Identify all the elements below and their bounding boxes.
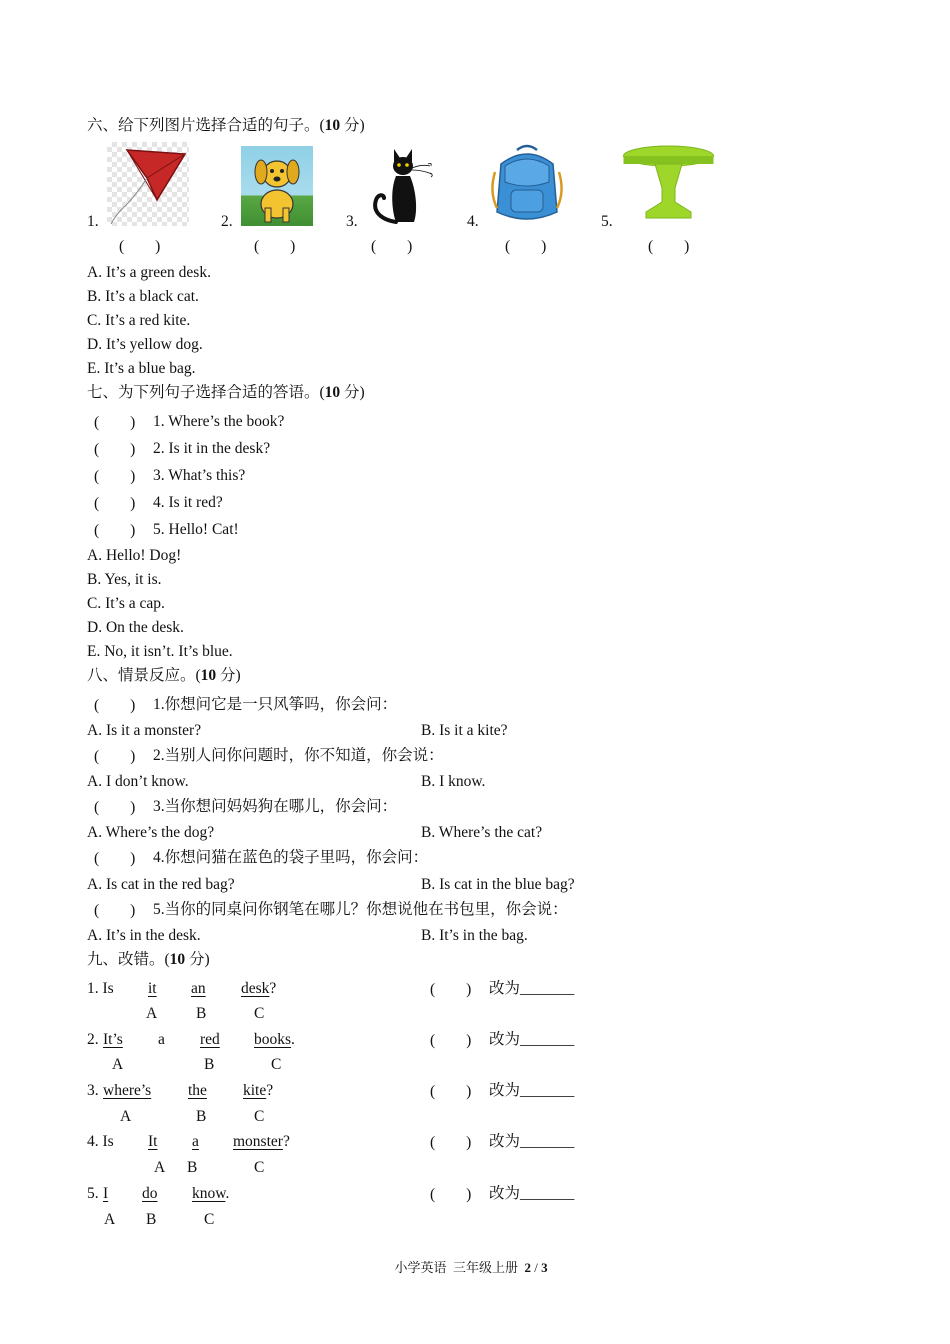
s9-item-2-prefix: 2. (87, 1031, 99, 1048)
s8-q5-option-a: A. It’s in the desk. (87, 927, 201, 944)
s8-q4-option-a: A. Is cat in the red bag? (87, 876, 235, 893)
s9-item-5-letter-c: C (204, 1211, 215, 1228)
s8-q3-option-a: A. Where’s the dog? (87, 824, 215, 841)
s9-item-1-word-b: an (191, 980, 206, 997)
table-icon (621, 142, 716, 226)
answer-blank-q8-4[interactable]: ( ) (94, 850, 136, 867)
picture-number-3: 3. (346, 213, 358, 230)
s6-option-b: B. It’s a black cat. (87, 288, 199, 305)
answer-blank-q9-2[interactable]: ( ) (430, 1032, 472, 1049)
s9-item-4-prefix: 4. Is (87, 1133, 114, 1150)
picture-number-4: 4. (467, 213, 479, 230)
s9-item-4-word-b: a (192, 1133, 199, 1150)
green-desk-image (621, 142, 716, 226)
s7-option-c: C. It’s a cap. (87, 595, 165, 612)
answer-blank-q8-2[interactable]: ( ) (94, 748, 136, 765)
answer-blank-q8-1[interactable]: ( ) (94, 697, 136, 714)
s9-item-3-word-b: the (188, 1082, 207, 1099)
s9-item-4-letter-c: C (254, 1159, 265, 1176)
s9-item-1-word-c: desk? (241, 980, 277, 997)
answer-blank-q9-5[interactable]: ( ) (430, 1186, 472, 1203)
answer-blank-q9-3[interactable]: ( ) (430, 1083, 472, 1100)
s6-option-d: D. It’s yellow dog. (87, 336, 203, 353)
answer-blank-q7-3[interactable]: ( ) (94, 468, 136, 485)
answer-blank-q8-5[interactable]: ( ) (94, 902, 136, 919)
s8-q1-option-b: B. Is it a kite? (421, 722, 508, 739)
s7-question-1: 1. Where’s the book? (153, 413, 285, 430)
s7-option-e: E. No, it isn’t. It’s blue. (87, 643, 233, 660)
s9-item-4-fix[interactable]: 改为_______ (489, 1133, 575, 1150)
answer-blank-q8-3[interactable]: ( ) (94, 799, 136, 816)
answer-blank-q9-1[interactable]: ( ) (430, 981, 472, 998)
s7-question-3: 3. What’s this? (153, 467, 246, 484)
s9-item-2-letter-a: A (112, 1056, 124, 1073)
s9-item-2-word-b: red (200, 1031, 220, 1048)
s7-option-b: B. Yes, it is. (87, 571, 162, 588)
section-7-title: 七、为下列句子选择合适的答语。(10 分) (87, 384, 365, 401)
s9-item-4-letter-a: A (154, 1159, 166, 1176)
kite-image (107, 142, 189, 226)
s6-option-c: C. It’s a red kite. (87, 312, 191, 329)
s9-item-3-word-c: kite? (243, 1082, 274, 1099)
s9-item-1-fix[interactable]: 改为_______ (489, 980, 575, 997)
s9-item-5-fix[interactable]: 改为_______ (489, 1185, 575, 1202)
s8-question-2: 2.当别人问你问题时，你不知道，你会说： (153, 747, 444, 764)
bag-icon (487, 142, 567, 226)
s8-q5-option-b: B. It’s in the bag. (421, 927, 528, 944)
s9-item-2-fix[interactable]: 改为_______ (489, 1031, 575, 1048)
s8-q2-option-a: A. I don’t know. (87, 773, 189, 790)
s9-item-5-word-c: know. (192, 1185, 230, 1202)
picture-number-5: 5. (601, 213, 613, 230)
yellow-dog-image (241, 146, 313, 226)
s9-item-2-word-a: It’s (103, 1031, 123, 1048)
s9-item-1-word-a: it (148, 980, 157, 997)
answer-blank-q9-4[interactable]: ( ) (430, 1134, 472, 1151)
s9-item-1-prefix: 1. Is (87, 980, 114, 997)
page-footer: 小学英语 三年级上册 2 / 3 (394, 1260, 548, 1275)
s8-q1-option-a: A. Is it a monster? (87, 722, 202, 739)
s8-question-4: 4.你想问猫在蓝色的袋子里吗，你会问： (153, 849, 429, 866)
answer-blank-pic-5[interactable]: ( ) (648, 238, 690, 255)
kite-icon (107, 142, 189, 226)
section-9-title: 九、改错。(10 分) (87, 951, 210, 968)
s6-option-e: E. It’s a blue bag. (87, 360, 196, 377)
s8-q3-option-b: B. Where’s the cat? (421, 824, 543, 841)
s9-item-5-letter-a: A (104, 1211, 116, 1228)
s9-item-1-letter-c: C (254, 1005, 265, 1022)
s7-question-4: 4. Is it red? (153, 494, 223, 511)
answer-blank-pic-2[interactable]: ( ) (254, 238, 296, 255)
s9-item-3-letter-a: A (120, 1108, 132, 1125)
answer-blank-pic-4[interactable]: ( ) (505, 238, 547, 255)
s9-item-4-letter-b: B (187, 1159, 198, 1176)
answer-blank-pic-1[interactable]: ( ) (119, 238, 161, 255)
picture-number-2: 2. (221, 213, 233, 230)
s7-question-5: 5. Hello! Cat! (153, 521, 239, 538)
s9-item-2-letter-c: C (271, 1056, 282, 1073)
section-6-title: 六、给下列图片选择合适的句子。(10 分) (87, 117, 365, 134)
s7-option-a: A. Hello! Dog! (87, 547, 182, 564)
s9-item-4-word-c: monster? (233, 1133, 290, 1150)
s9-item-1-letter-a: A (146, 1005, 158, 1022)
answer-blank-q7-5[interactable]: ( ) (94, 522, 136, 539)
s9-item-5-word-b: do (142, 1185, 158, 1202)
s9-item-5-letter-b: B (146, 1211, 157, 1228)
s9-item-2-word-c: books. (254, 1031, 295, 1048)
page-total: 3 (541, 1260, 548, 1275)
s9-item-5-word-a: I (103, 1185, 109, 1202)
s9-item-3-letter-c: C (254, 1108, 265, 1125)
s9-item-3-prefix: 3. (87, 1082, 99, 1099)
s9-item-1-letter-b: B (196, 1005, 207, 1022)
s9-item-2-letter-b: B (204, 1056, 215, 1073)
answer-blank-pic-3[interactable]: ( ) (371, 238, 413, 255)
s9-item-2-word-plain: a (158, 1031, 165, 1048)
s9-item-3-fix[interactable]: 改为_______ (489, 1082, 575, 1099)
black-cat-image (366, 146, 436, 226)
cat-icon (366, 146, 436, 226)
picture-number-1: 1. (87, 213, 99, 230)
s6-option-a: A. It’s a green desk. (87, 264, 211, 281)
page-number: 2 (524, 1260, 532, 1275)
answer-blank-q7-2[interactable]: ( ) (94, 441, 136, 458)
s9-item-5-prefix: 5. (87, 1185, 99, 1202)
section-8-title: 八、情景反应。(10 分) (87, 667, 241, 684)
s7-question-2: 2. Is it in the desk? (153, 440, 271, 457)
s9-item-4-word-a: It (148, 1133, 158, 1150)
s8-q2-option-b: B. I know. (421, 773, 486, 790)
blue-bag-image (487, 142, 567, 226)
s8-question-5: 5.当你的同桌问你钢笔在哪儿？你想说他在书包里，你会说： (153, 901, 568, 918)
s8-question-3: 3.当你想问妈妈狗在哪儿，你会问： (153, 798, 398, 815)
s8-q4-option-b: B. Is cat in the blue bag? (421, 876, 575, 893)
s9-item-3-word-a: where’s (103, 1082, 152, 1099)
s9-item-3-letter-b: B (196, 1108, 207, 1125)
s7-option-d: D. On the desk. (87, 619, 184, 636)
s8-question-1: 1.你想问它是一只风筝吗，你会问： (153, 696, 398, 713)
answer-blank-q7-4[interactable]: ( ) (94, 495, 136, 512)
dog-icon (241, 146, 313, 226)
answer-blank-q7-1[interactable]: ( ) (94, 414, 136, 431)
